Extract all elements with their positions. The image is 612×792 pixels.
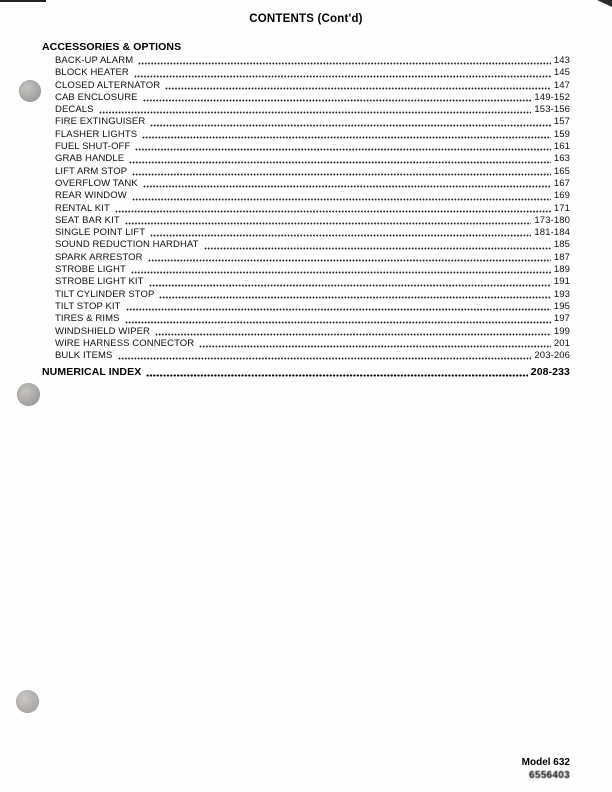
toc-entry-page: 147 bbox=[553, 79, 570, 91]
toc-entry bbox=[55, 252, 570, 264]
toc-entry-page: 167 bbox=[553, 177, 570, 189]
toc-entry bbox=[55, 215, 570, 227]
toc-entry-page: 193 bbox=[553, 288, 570, 300]
scan-artifact bbox=[597, 0, 612, 7]
toc-entry-label: CLOSED ALTERNATOR bbox=[55, 79, 161, 91]
toc-entry-label: SPARK ARRESTOR bbox=[55, 251, 143, 263]
toc-entry bbox=[55, 80, 570, 92]
toc-list bbox=[55, 55, 570, 362]
punch-hole bbox=[19, 80, 41, 102]
toc-entry bbox=[55, 153, 570, 165]
dot-leader bbox=[146, 374, 527, 377]
toc-entry bbox=[55, 104, 570, 116]
dot-leader bbox=[126, 308, 551, 311]
dot-leader bbox=[142, 136, 551, 139]
toc-entry bbox=[55, 313, 570, 325]
toc-entry-page: 157 bbox=[553, 116, 570, 128]
toc-entry-page: 165 bbox=[553, 165, 570, 177]
dot-leader bbox=[129, 161, 551, 164]
toc-entry-page: 201 bbox=[553, 337, 570, 349]
dot-leader bbox=[118, 357, 532, 360]
toc-entry bbox=[55, 67, 570, 79]
toc-entry-label: TILT CYLINDER STOP bbox=[55, 288, 155, 300]
toc-entry-label: BACK-UP ALARM bbox=[55, 55, 134, 66]
toc-entry-label: NUMERICAL INDEX bbox=[42, 365, 142, 378]
dot-leader bbox=[149, 284, 551, 287]
toc-entry bbox=[55, 289, 570, 301]
dot-leader bbox=[150, 234, 531, 237]
toc-entry-label: SINGLE POINT LIFT bbox=[55, 227, 146, 239]
toc-entry bbox=[55, 264, 570, 276]
dot-leader bbox=[150, 124, 551, 127]
toc-entry bbox=[55, 338, 570, 350]
toc-entry bbox=[55, 190, 570, 202]
dot-leader bbox=[134, 75, 551, 78]
toc-entry-label: GRAB HANDLE bbox=[55, 153, 125, 165]
toc-entry-label: SOUND REDUCTION HARDHAT bbox=[55, 239, 199, 251]
toc-entry bbox=[55, 92, 570, 104]
dot-leader bbox=[125, 321, 551, 324]
dot-leader bbox=[99, 111, 532, 114]
toc-entry-label: BULK ITEMS bbox=[55, 350, 113, 362]
toc-entry-page: 163 bbox=[553, 153, 570, 165]
dot-leader bbox=[143, 185, 551, 188]
numerical-index-entry bbox=[42, 366, 570, 380]
punch-hole bbox=[17, 383, 40, 406]
toc-entry-page: 149-152 bbox=[534, 91, 570, 103]
toc-entry-label: LIFT ARM STOP bbox=[55, 165, 128, 177]
toc-entry bbox=[55, 129, 570, 141]
dot-leader bbox=[115, 210, 551, 213]
toc-entry-label: FIRE EXTINGUISER bbox=[55, 116, 146, 128]
toc-entry-label: TIRES & RIMS bbox=[55, 313, 120, 325]
toc-entry bbox=[55, 350, 570, 362]
toc-entry-label: FUEL SHUT-OFF bbox=[55, 141, 131, 153]
footer-model: Model 632 bbox=[521, 757, 570, 768]
toc-entry bbox=[55, 178, 570, 190]
toc-entry-page: 143 bbox=[553, 55, 570, 66]
dot-leader bbox=[159, 296, 550, 299]
dot-leader bbox=[155, 333, 551, 336]
toc-entry-page: 191 bbox=[553, 276, 570, 288]
toc-entry-page: 189 bbox=[553, 264, 570, 276]
dot-leader bbox=[165, 87, 551, 90]
page-footer bbox=[522, 757, 570, 782]
toc-content bbox=[42, 41, 570, 379]
toc-entry-page: 195 bbox=[553, 300, 570, 312]
toc-entry-page: 171 bbox=[553, 202, 570, 214]
dot-leader bbox=[138, 62, 551, 65]
toc-entry-label: WINDSHIELD WIPER bbox=[55, 325, 151, 337]
page-title: CONTENTS (Cont'd) bbox=[249, 13, 363, 25]
dot-leader bbox=[143, 99, 532, 102]
toc-entry-page: 181-184 bbox=[534, 227, 570, 239]
dot-leader bbox=[131, 271, 551, 274]
dot-leader bbox=[204, 247, 551, 250]
toc-entry bbox=[55, 301, 570, 313]
toc-entry bbox=[55, 116, 570, 128]
toc-entry-label: OVERFLOW TANK bbox=[55, 177, 138, 189]
toc-entry-label: WIRE HARNESS CONNECTOR bbox=[55, 337, 195, 349]
toc-entry-label: BLOCK HEATER bbox=[55, 67, 129, 79]
toc-entry-page: 159 bbox=[553, 128, 570, 140]
section-header: ACCESSORIES & OPTIONS bbox=[42, 41, 182, 53]
toc-entry-page: 173-180 bbox=[534, 214, 570, 226]
dot-leader bbox=[135, 148, 550, 151]
toc-entry-page: 203-206 bbox=[534, 350, 570, 362]
toc-entry-label: RENTAL KIT bbox=[55, 202, 110, 214]
toc-entry-page: 197 bbox=[553, 313, 570, 325]
toc-entry-label: DECALS bbox=[55, 104, 94, 116]
dot-leader bbox=[132, 173, 551, 176]
toc-entry-page: 185 bbox=[553, 239, 570, 251]
toc-entry-page: 187 bbox=[553, 251, 570, 263]
dot-leader bbox=[199, 345, 551, 348]
toc-entry-label: STROBE LIGHT KIT bbox=[55, 276, 144, 288]
footer-part-number: 6556403 bbox=[528, 769, 570, 781]
toc-entry-label: TILT STOP KIT bbox=[55, 300, 121, 312]
toc-entry-label: STROBE LIGHT bbox=[55, 264, 126, 276]
toc-entry-label: FLASHER LIGHTS bbox=[55, 128, 138, 140]
toc-entry bbox=[55, 55, 570, 67]
dot-leader bbox=[148, 259, 551, 262]
toc-entry-page: 199 bbox=[553, 325, 570, 337]
toc-entry-label: CAB ENCLOSURE bbox=[55, 91, 138, 103]
scan-artifact bbox=[0, 0, 46, 2]
toc-entry bbox=[55, 227, 570, 239]
toc-entry-page: 169 bbox=[553, 190, 570, 202]
toc-entry bbox=[55, 326, 570, 338]
toc-entry bbox=[55, 141, 570, 153]
toc-entry-page: 145 bbox=[553, 67, 570, 79]
toc-entry-page: 208-233 bbox=[530, 365, 570, 378]
dot-leader bbox=[132, 198, 551, 201]
toc-entry bbox=[55, 203, 570, 215]
toc-entry-page: 161 bbox=[553, 141, 570, 153]
toc-entry bbox=[55, 166, 570, 178]
punch-hole bbox=[16, 690, 39, 713]
toc-entry-page: 153-156 bbox=[534, 104, 570, 116]
toc-entry-label: SEAT BAR KIT bbox=[55, 214, 120, 226]
dot-leader bbox=[125, 222, 532, 225]
toc-entry bbox=[55, 239, 570, 251]
toc-entry-label: REAR WINDOW bbox=[55, 190, 127, 202]
toc-entry bbox=[55, 276, 570, 288]
